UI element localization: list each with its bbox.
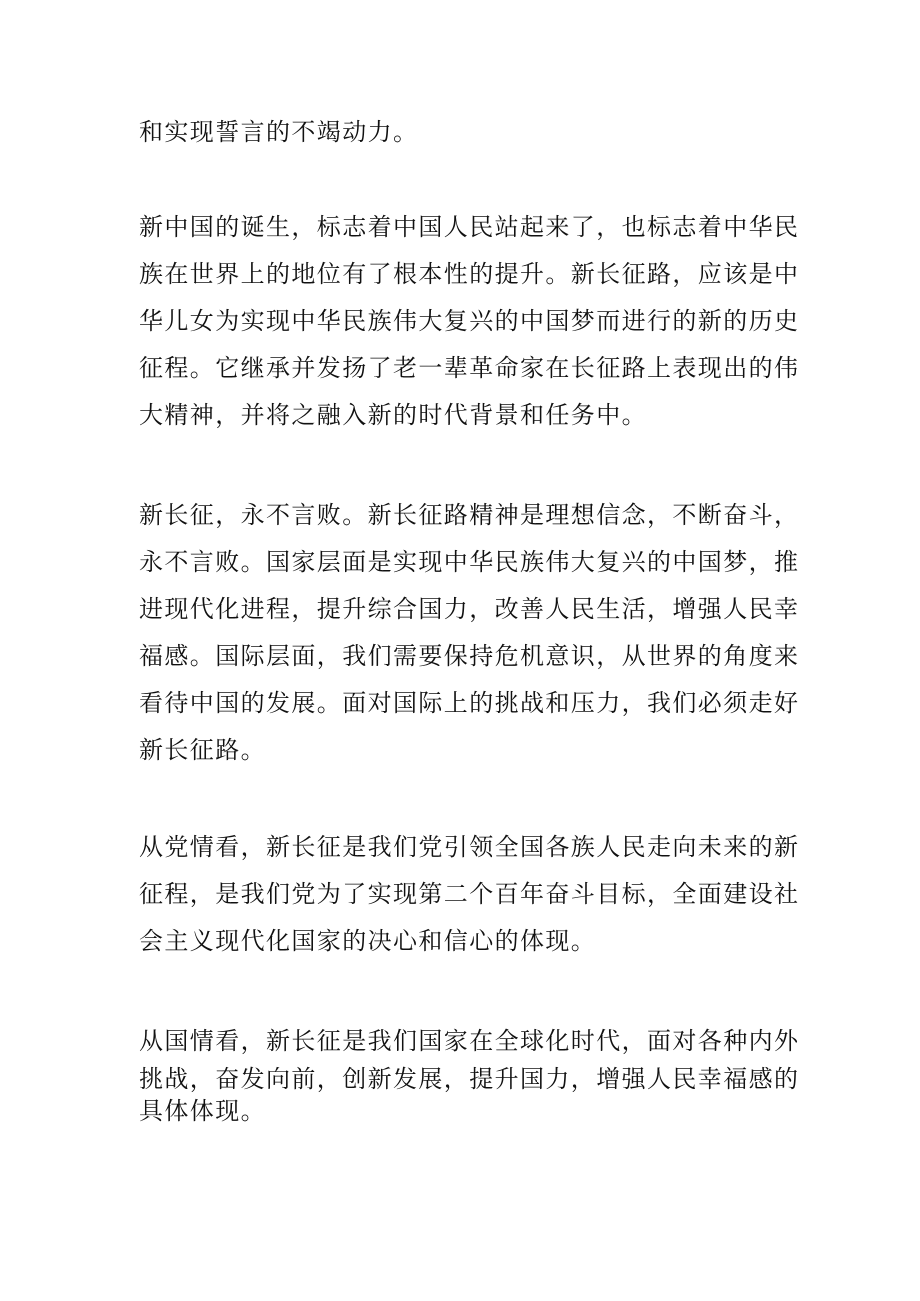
paragraph-3-line-1: 新长征，永不言败。新长征路精神是理想信念，不断奋斗，: [139, 501, 800, 529]
paragraph-4-line-2: 征程，是我们党为了实现第二个百年奋斗目标，全面建设社: [139, 880, 800, 908]
paragraph-2-line-4: 征程。它继承并发扬了老一辈革命家在长征路上表现出的伟: [139, 354, 800, 382]
paragraph-5-line-3: 具体体现。: [139, 1097, 266, 1125]
paragraph-4-line-3: 会主义现代化国家的决心和信心的体现。: [139, 927, 597, 955]
paragraph-2-line-1: 新中国的诞生，标志着中国人民站起来了，也标志着中华民: [139, 213, 800, 241]
paragraph-2-line-2: 族在世界上的地位有了根本性的提升。新长征路，应该是中: [139, 260, 800, 288]
paragraph-3-line-5: 看待中国的发展。面对国际上的挑战和压力，我们必须走好: [139, 689, 800, 717]
paragraph-5-line-2: 挑战，奋发向前，创新发展，提升国力，增强人民幸福感的: [139, 1065, 800, 1093]
paragraph-3-line-6: 新长征路。: [139, 736, 266, 764]
paragraph-3-line-3: 进现代化进程，提升综合国力，改善人民生活，增强人民幸: [139, 595, 800, 623]
paragraph-3-line-2: 永不言败。国家层面是实现中华民族伟大复兴的中国梦，推: [139, 548, 800, 576]
paragraph-4-line-1: 从党情看，新长征是我们党引领全国各族人民走向未来的新: [139, 833, 800, 861]
paragraph-3-line-4: 福感。国际层面，我们需要保持危机意识，从世界的角度来: [139, 642, 800, 670]
paragraph-2-line-5: 大精神，并将之融入新的时代背景和任务中。: [139, 401, 647, 429]
paragraph-2-line-3: 华儿女为实现中华民族伟大复兴的中国梦而进行的新的历史: [139, 307, 800, 335]
paragraph-5-line-1: 从国情看，新长征是我们国家在全球化时代，面对各种内外: [139, 1027, 800, 1055]
paragraph-1-line-1: 和实现誓言的不竭动力。: [139, 118, 419, 146]
